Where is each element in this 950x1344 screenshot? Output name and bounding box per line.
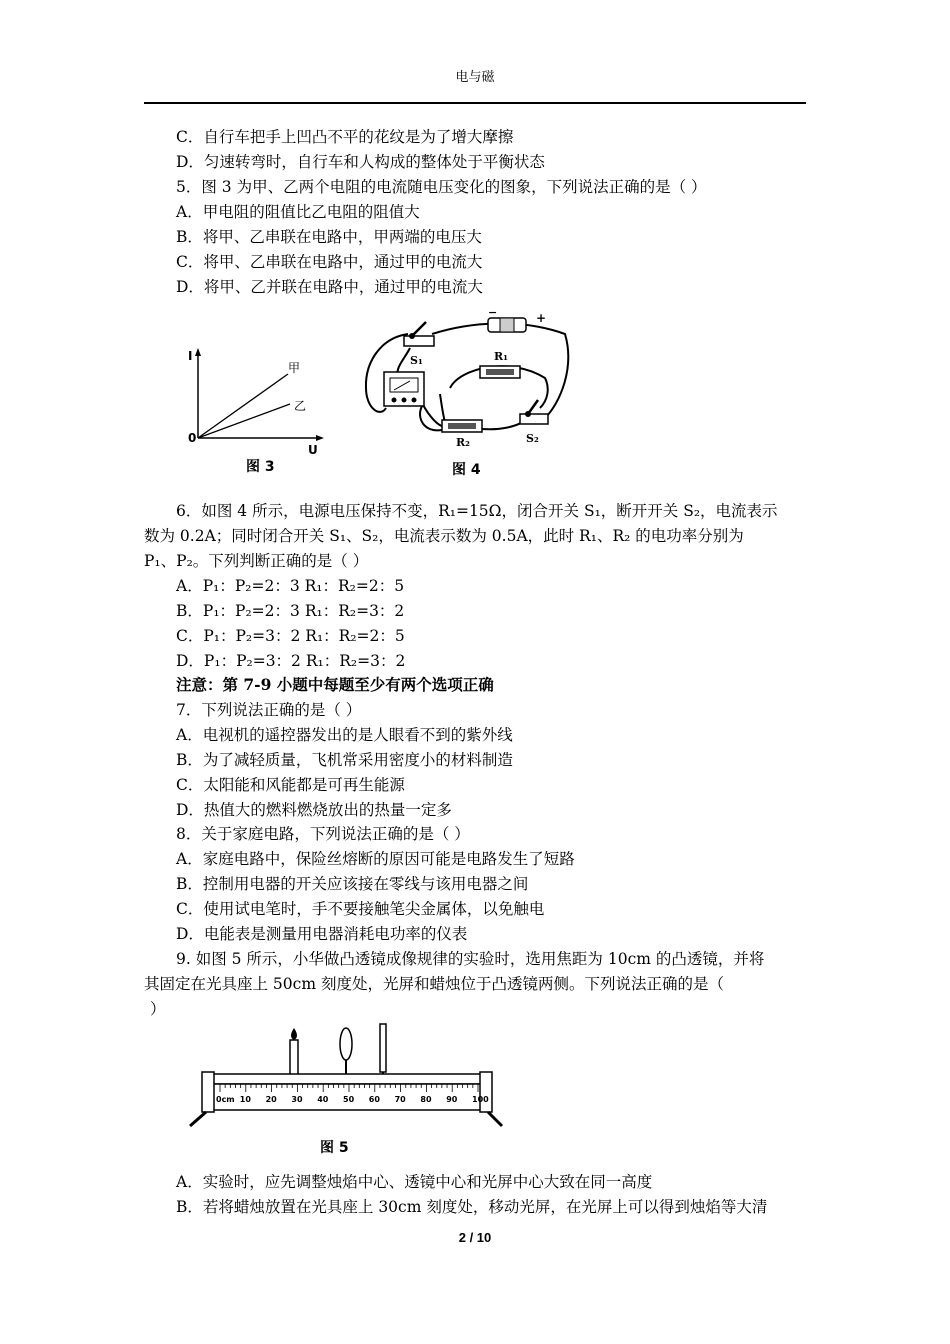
option-4c: C．自行车把手上凹凸不平的花纹是为了增大摩擦 bbox=[176, 128, 514, 146]
ruler-label: 100 bbox=[472, 1095, 489, 1104]
figure-5-optical-bench bbox=[180, 1022, 510, 1162]
figure-3-graph bbox=[180, 340, 340, 480]
question-8: 8．关于家庭电路，下列说法正确的是（ ） bbox=[176, 825, 470, 843]
ruler-label: 30 bbox=[291, 1095, 303, 1104]
option-8b: B．控制用电器的开关应该接在零线与该用电器之间 bbox=[176, 875, 529, 893]
question-9-line2: 其固定在光具座上 50cm 刻度处，光屏和蜡烛位于凸透镜两侧。下列说法正确的是（ bbox=[144, 975, 724, 993]
question-9-line3: ） bbox=[150, 1000, 166, 1018]
fig4-caption: 图 4 bbox=[452, 462, 481, 478]
fig4-r2-label: R₂ bbox=[456, 436, 470, 449]
question-6-line1: 6．如图 4 所示，电源电压保持不变，R₁=15Ω，闭合开关 S₁，断开开关 S₂，电流表示 bbox=[176, 502, 778, 520]
header-rule bbox=[144, 102, 806, 104]
option-7c: C．太阳能和风能都是可再生能源 bbox=[176, 776, 405, 794]
ruler-label: 50 bbox=[343, 1095, 355, 1104]
option-5a: A．甲电阻的阻值比乙电阻的阻值大 bbox=[176, 203, 420, 221]
option-5c: C．将甲、乙串联在电路中，通过甲的电流大 bbox=[176, 253, 483, 271]
option-7d: D．热值大的燃料燃烧放出的热量一定多 bbox=[176, 801, 452, 819]
option-6a: A．P₁：P₂=2：3 R₁：R₂=2：5 bbox=[176, 577, 405, 595]
fig4-s1-label: S₁ bbox=[410, 354, 423, 367]
option-5b: B．将甲、乙串联在电路中，甲两端的电压大 bbox=[176, 228, 482, 246]
question-7: 7．下列说法正确的是（ ） bbox=[176, 701, 362, 719]
fig3-caption: 图 3 bbox=[246, 459, 275, 475]
option-5d: D．将甲、乙并联在电路中，通过甲的电流大 bbox=[176, 278, 483, 296]
page-number: 2 / 10 bbox=[458, 1230, 492, 1245]
option-6c: C．P₁：P₂=3：2 R₁：R₂=2：5 bbox=[176, 627, 405, 645]
ruler-label: 0cm bbox=[216, 1095, 235, 1104]
fig3-x-axis-label: U bbox=[308, 443, 318, 457]
option-9b: B．若将蜡烛放置在光具座上 30cm 刻度处，移动光屏，在光屏上可以得到烛焰等大清 bbox=[176, 1198, 768, 1216]
page-header: 电与磁 bbox=[455, 70, 495, 85]
fig5-caption: 图 5 bbox=[320, 1140, 349, 1156]
ruler-label: 90 bbox=[446, 1095, 458, 1104]
option-8a: A．家庭电路中，保险丝熔断的原因可能是电路发生了短路 bbox=[176, 850, 575, 868]
option-6b: B．P₁：P₂=2：3 R₁：R₂=3：2 bbox=[176, 602, 405, 620]
question-9-line1: 9. 如图 5 所示，小华做凸透镜成像规律的实验时，选用焦距为 10cm 的凸透镜，并将 bbox=[176, 950, 765, 968]
ruler-label: 70 bbox=[394, 1095, 406, 1104]
ruler-label: 20 bbox=[265, 1095, 277, 1104]
fig3-line-jia-label: 甲 bbox=[288, 361, 301, 375]
question-6-line2: 数为 0.2A；同时闭合开关 S₁、S₂，电流表示数为 0.5A，此时 R₁、R₂ 的电功率分别为 bbox=[144, 527, 744, 545]
question-6-line3: P₁、P₂。下列判断正确的是（ ） bbox=[144, 552, 369, 570]
option-6d: D．P₁：P₂=3：2 R₁：R₂=3：2 bbox=[176, 652, 406, 670]
option-4d: D．匀速转弯时，自行车和人构成的整体处于平衡状态 bbox=[176, 153, 545, 171]
fig4-s2-label: S₂ bbox=[526, 432, 539, 445]
ruler-label: 40 bbox=[317, 1095, 329, 1104]
option-9a: A．实验时，应先调整烛焰中心、透镜中心和光屏中心大致在同一高度 bbox=[176, 1173, 653, 1191]
ruler-label: 80 bbox=[420, 1095, 432, 1104]
ruler-label: 10 bbox=[239, 1095, 251, 1104]
option-7a: A．电视机的遥控器发出的是人眼看不到的紫外线 bbox=[176, 726, 513, 744]
fig3-y-axis-label: I bbox=[188, 349, 193, 363]
option-8c: C．使用试电笔时，手不要接触笔尖金属体，以免触电 bbox=[176, 900, 545, 918]
battery-plus-label: + bbox=[536, 311, 547, 325]
option-8d: D．电能表是测量用电器消耗电功率的仪表 bbox=[176, 925, 468, 943]
option-7b: B．为了减轻质量，飞机常采用密度小的材料制造 bbox=[176, 751, 513, 769]
battery-minus-label: − bbox=[488, 308, 498, 319]
fig3-line-yi-label: 乙 bbox=[294, 399, 307, 413]
ruler-label: 60 bbox=[368, 1095, 380, 1104]
figure-4-circuit bbox=[360, 308, 575, 478]
question-5: 5．图 3 为甲、乙两个电阻的电流随电压变化的图象，下列说法正确的是（ ） bbox=[176, 178, 707, 196]
fig4-r1-label: R₁ bbox=[494, 350, 508, 363]
note-multiple-choice: 注意：第 7-9 小题中每题至少有两个选项正确 bbox=[176, 675, 494, 694]
fig3-origin-label: 0 bbox=[188, 431, 197, 445]
